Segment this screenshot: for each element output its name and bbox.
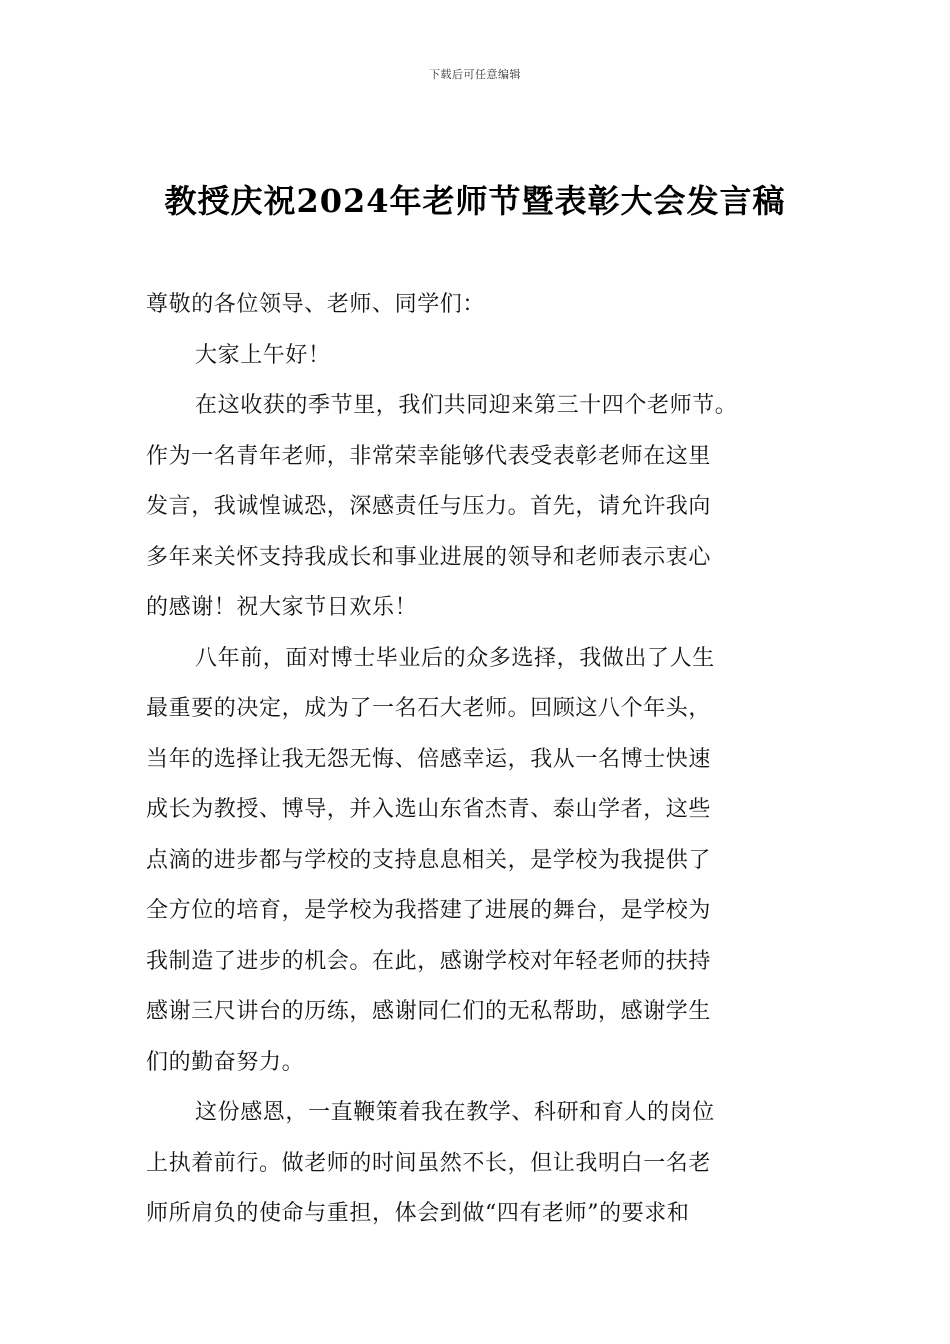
paragraph-2 [146,634,836,1089]
document-title: 教授庆祝2024年老师节暨表彰大会发言稿 [164,182,786,220]
paragraph-1 [146,381,836,634]
salutation: 尊敬的各位领导、老师、同学们： [146,292,486,317]
paragraph-line: 感谢三尺讲台的历练，感谢同仁们的无私帮助，感谢学生 [146,999,712,1024]
paragraph-line: 八年前，面对博士毕业后的众多选择，我做出了人生 [195,645,715,671]
paragraph-line: 全方位的培育，是学校为我搭建了进展的舞台，是学校为 [146,898,712,923]
paragraph-line: 点滴的进步都与学校的支持息息相关，是学校为我提供了 [146,847,712,873]
paragraph-line: 发言，我诚惶诚恐，深感责任与压力。首先，请允许我向 [146,494,712,519]
paragraph-line: 在这收获的季节里，我们共同迎来第三十四个老师节。 [195,393,738,418]
greeting: 大家上午好！ [195,342,331,368]
paragraph-line: 们的勤奋努力。 [146,1049,305,1075]
paragraph-3 [146,1088,836,1240]
paragraph-line: 多年来关怀支持我成长和事业进展的领导和老师表示衷心 [146,544,712,570]
paragraph-line: 上执着前行。做老师的时间虽然不长，但让我明白一名老 [146,1150,712,1176]
paragraph-line: 这份感恩，一直鞭策着我在教学、科研和育人的岗位 [195,1100,715,1125]
paragraph-line: 作为一名青年老师，非常荣幸能够代表受表彰老师在这里 [146,443,712,469]
paragraph-line: 当年的选择让我无怨无悔、倍感幸运，我从一名博士快速 [146,746,712,772]
document-body [146,280,836,1240]
paragraph-line: 最重要的决定，成为了一名石大老师。回顾这八个年头， [146,696,712,721]
page-header-note: 下载后可任意编辑 [429,68,521,81]
paragraph-line: 成长为教授、博导，并入选山东省杰青、泰山学者，这些 [146,797,712,822]
paragraph-line: 师所肩负的使命与重担，体会到做“四有老师”的要求和 [146,1201,690,1226]
paragraph-line: 的感谢！祝大家节日欢乐！ [146,595,418,620]
paragraph-line: 我制造了进步的机会。在此，感谢学校对年轻老师的扶持 [146,948,712,974]
